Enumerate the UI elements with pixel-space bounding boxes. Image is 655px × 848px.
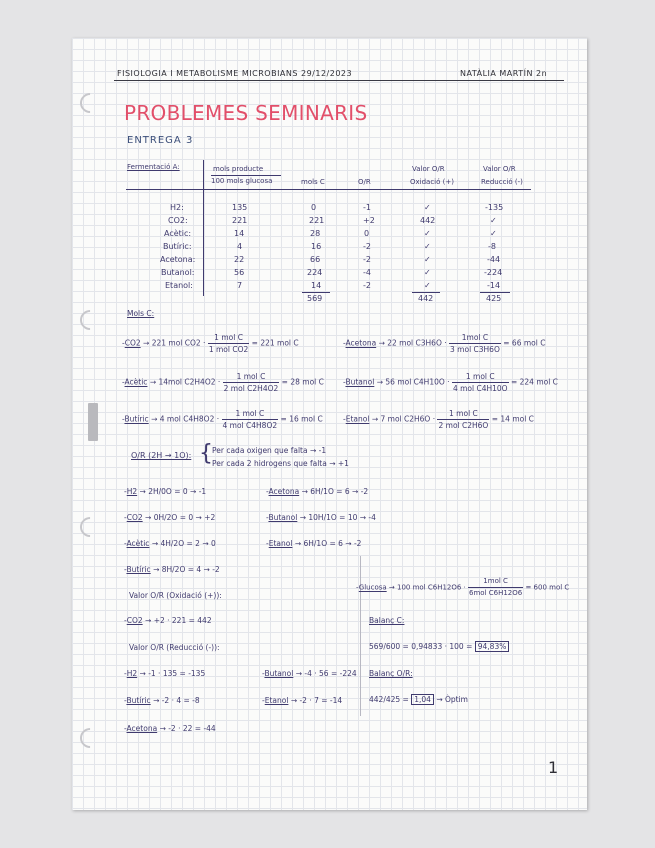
balanc-c-heading: Balanç C: <box>369 616 405 625</box>
or-acetona: -Acetona → 6H/1O = 6 → -2 <box>266 487 369 496</box>
row-ox: 442 <box>420 216 436 225</box>
row-or: -2 <box>363 242 371 251</box>
row-name: H2: <box>170 203 184 212</box>
mols-c-butanol: -Butanol → 56 mol C4H10O · $\frac{\text{1 mol C}}{\text{4 mol C4H10O}}$ = 224 mol C <box>343 372 558 393</box>
row-name: Acètic: <box>164 229 192 238</box>
row-mols: 221 <box>232 216 248 225</box>
col-mols-top: mols producte <box>213 165 264 173</box>
or-etanol: -Etanol → 6H/1O = 6 → -2 <box>266 539 362 548</box>
row-mols: 135 <box>232 203 248 212</box>
col-red-bottom: Reducció (-) <box>481 178 523 186</box>
row-mols: 56 <box>234 268 245 277</box>
row-or: -2 <box>363 281 371 290</box>
total-c: 569 <box>307 294 323 303</box>
student-name: NATÀLIA MARTÍN 2n <box>460 69 548 78</box>
balanc-or-heading: Balanç O/R: <box>369 669 413 678</box>
row-ox: ✓ <box>424 203 431 212</box>
total-ox: 442 <box>418 294 434 303</box>
row-red: -224 <box>484 268 503 277</box>
col-mols-bottom: 100 mols glucosa <box>211 177 273 185</box>
total-red: 425 <box>486 294 502 303</box>
row-c: 16 <box>311 242 322 251</box>
row-c: 224 <box>307 268 323 277</box>
row-mols: 7 <box>237 281 243 290</box>
row-ox: ✓ <box>424 281 431 290</box>
row-mols: 22 <box>234 255 245 264</box>
row-mols: 14 <box>234 229 245 238</box>
row-red: ✓ <box>490 229 497 238</box>
or-co2: -CO2 → 0H/2O = 0 → +2 <box>124 513 216 522</box>
col-red-top: Valor O/R <box>483 165 516 173</box>
course-header: FISIOLOGIA I METABOLISME MICROBIANS 29/12/2023 <box>117 69 353 78</box>
balanc-c-calc: 569/600 = 0,94833 · 100 = 94,83% <box>369 642 509 651</box>
row-red: -44 <box>487 255 501 264</box>
row-red: -135 <box>485 203 504 212</box>
row-red: -8 <box>488 242 496 251</box>
row-c: 14 <box>311 281 322 290</box>
page-number: 1 <box>548 758 559 777</box>
brace-icon: { <box>199 441 213 466</box>
red-h2: -H2 → -1 · 135 = -135 <box>124 669 206 678</box>
row-red: ✓ <box>490 216 497 225</box>
mols-c-glucosa: -Glucosa → 100 mol C6H12O6 · $\frac{\text{1mol C}}{\text{6mol C6H12O6}}$ = 600 mol C <box>356 577 570 597</box>
row-name: Etanol: <box>165 281 193 290</box>
red-butiric: -Butíric → -2 · 4 = -8 <box>124 696 200 705</box>
page-title: PROBLEMES SEMINARIS <box>124 101 368 125</box>
or-rule-line2: Per cada 2 hidrogens que falta → +1 <box>212 459 349 468</box>
col-mols-c: mols C <box>301 178 325 186</box>
row-or: -2 <box>363 255 371 264</box>
row-c: 0 <box>311 203 317 212</box>
ox-heading: Valor O/R (Oxidació (+)): <box>129 591 222 600</box>
row-name: CO2: <box>168 216 188 225</box>
row-ox: ✓ <box>424 255 431 264</box>
balanc-or-calc: 442/425 = 1,04 → Òptim <box>369 695 468 704</box>
or-acetic: -Acètic → 4H/2O = 2 → 0 <box>124 539 216 548</box>
row-or: 0 <box>364 229 370 238</box>
ox-co2: -CO2 → +2 · 221 = 442 <box>124 616 212 625</box>
section-subtitle: ENTREGA 3 <box>127 135 194 146</box>
row-c: 221 <box>309 216 325 225</box>
row-red: -14 <box>487 281 501 290</box>
mols-c-etanol: -Etanol → 7 mol C2H6O · $\frac{\text{1 mol C}}{\text{2 mol C2H6O}}$ = 14 mol C <box>343 409 534 430</box>
row-ox: ✓ <box>424 229 431 238</box>
scanner-tab <box>88 403 98 441</box>
red-acetona: -Acetona → -2 · 22 = -44 <box>124 724 216 733</box>
red-etanol: -Etanol → -2 · 7 = -14 <box>262 696 343 705</box>
mols-c-butiric: -Butíric → 4 mol C4H8O2 · $\frac{\text{1 mol C}}{\text{4 mol C4H8O2}}$ = 16 mol C <box>122 409 323 430</box>
row-c: 66 <box>310 255 321 264</box>
or-butanol: -Butanol → 10H/1O = 10 → -4 <box>266 513 376 522</box>
row-or: -4 <box>363 268 371 277</box>
row-ox: ✓ <box>424 268 431 277</box>
row-or: +2 <box>363 216 375 225</box>
row-name: Butanol: <box>161 268 195 277</box>
or-rule-label: O/R (2H → 1O): <box>131 451 192 460</box>
row-name: Acetona: <box>160 255 196 264</box>
row-or: -1 <box>363 203 371 212</box>
mols-c-acetic: -Acètic → 14mol C2H4O2 · $\frac{\text{1 mol C}}{\text{2 mol C2H4O2}}$ = 28 mol C <box>122 372 324 393</box>
col-ox-bottom: Oxidació (+) <box>410 178 454 186</box>
col-or: O/R <box>358 178 371 186</box>
col-ox-top: Valor O/R <box>412 165 445 173</box>
table-label: Fermentació A: <box>127 163 180 171</box>
row-ox: ✓ <box>424 242 431 251</box>
row-c: 28 <box>310 229 321 238</box>
row-mols: 4 <box>237 242 243 251</box>
mols-c-heading: Mols C: <box>127 309 155 318</box>
or-rule-line1: Per cada oxigen que falta → -1 <box>212 446 327 455</box>
or-butiric: -Butíric → 8H/2O = 4 → -2 <box>124 565 220 574</box>
red-heading: Valor O/R (Reducció (-)): <box>129 643 220 652</box>
red-butanol: -Butanol → -4 · 56 = -224 <box>262 669 357 678</box>
row-name: Butíric: <box>163 242 192 251</box>
mols-c-co2: -CO2 → 221 mol CO2 · $\frac{\text{1 mol C}}{\text{1 mol CO2}}$ = 221 mol C <box>122 333 299 354</box>
or-h2: -H2 → 2H/0O = 0 → -1 <box>124 487 207 496</box>
mols-c-acetona: -Acetona → 22 mol C3H6O · $\frac{\text{1mol C}}{\text{3 mol C3H6O}}$ = 66 mol C <box>343 333 546 354</box>
